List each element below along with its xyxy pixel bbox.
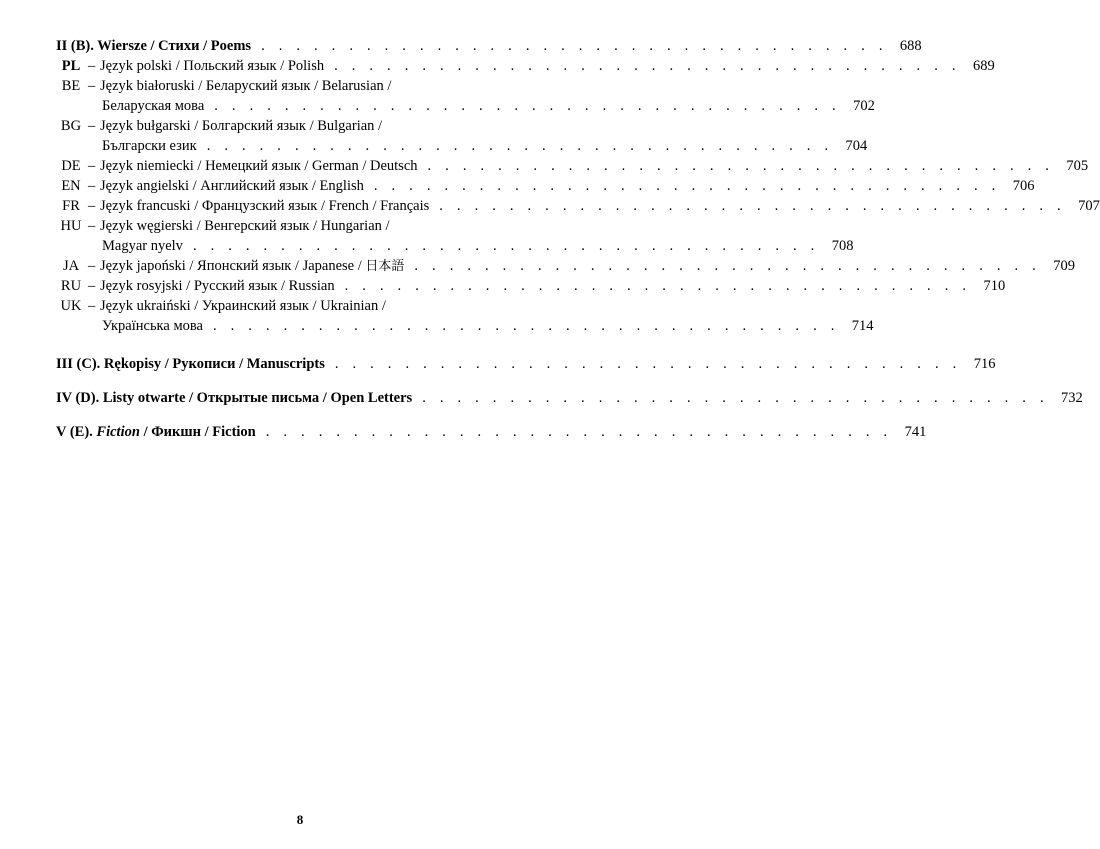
section-title-fiction — [56, 422, 256, 442]
language-code: EN — [61, 178, 81, 194]
item-title: Język angielski / Английский язык / English — [100, 178, 364, 194]
section-title-manuscripts: III (C). Rękopisy / Рукописи / Manuscripts — [56, 356, 325, 372]
toc-section-poems[interactable] — [56, 36, 922, 56]
toc-section-letters[interactable] — [56, 388, 1083, 408]
language-code: BE — [61, 78, 81, 94]
dash: – — [88, 298, 96, 314]
page-number: 702 — [853, 98, 875, 114]
leader-dots: . . . . . . . . . . . . . . . . . . . . . . . . . . . . . . . . . . . . — [334, 58, 961, 74]
item-title: Język bułgarski / Болгарский язык / Bulgarian / — [100, 118, 383, 134]
dash: – — [88, 278, 96, 294]
leader-dots: . . . . . . . . . . . . . . . . . . . . . . . . . . . . . . . . . . . . — [344, 278, 972, 294]
leader-dots: . . . . . . . . . . . . . . . . . . . . . . . . . . . . . . . . . . . . — [422, 390, 1049, 406]
language-code: DE — [61, 158, 81, 174]
leader-dots: . . . . . . . . . . . . . . . . . . . . . . . . . . . . . . . . . . . . — [373, 178, 1001, 194]
leader-dots: . . . . . . . . . . . . . . . . . . . . . . . . . . . . . . . . . . . . — [214, 98, 841, 114]
leader-dots: . . . . . . . . . . . . . . . . . . . . . . . . . . . . . . . . . . . . — [261, 38, 888, 54]
page-number: 688 — [899, 38, 922, 54]
item-title: Język polski / Польский язык / Polish — [100, 58, 325, 74]
toc-item-ru[interactable] — [56, 276, 1006, 296]
language-code: RU — [60, 278, 82, 294]
item-title — [100, 256, 404, 277]
toc-section-fiction[interactable] — [56, 422, 927, 442]
section-title-rest: / Фикшн / Fiction — [139, 424, 256, 440]
item-title-continuation: Български език — [102, 138, 197, 154]
page-number: 741 — [904, 424, 927, 440]
item-title-continuation: Беларуская мова — [102, 98, 205, 114]
dash: – — [88, 118, 96, 134]
language-code: JA — [62, 258, 80, 274]
leader-dots: . . . . . . . . . . . . . . . . . . . . . . . . . . . . . . . . . . . . — [439, 198, 1066, 214]
dash: – — [88, 218, 96, 234]
toc-item-ja[interactable] — [56, 256, 1075, 276]
item-title-continuation: Magyar nyelv — [102, 238, 183, 254]
leader-dots: . . . . . . . . . . . . . . . . . . . . . . . . . . . . . . . . . . . . — [192, 238, 820, 254]
toc-item-fr[interactable] — [56, 196, 1100, 216]
dash: – — [88, 58, 96, 74]
toc-item-be-continuation[interactable] — [56, 96, 875, 116]
page-number: 716 — [973, 356, 996, 372]
item-title: Język niemiecki / Немецкий язык / German / Deutsch — [100, 158, 418, 174]
table-of-contents — [56, 36, 1100, 442]
dash: – — [88, 78, 96, 94]
dash: – — [88, 198, 96, 214]
dash: – — [88, 258, 96, 274]
page-number: 732 — [1061, 390, 1083, 406]
toc-item-en[interactable] — [56, 176, 1035, 196]
leader-dots: . . . . . . . . . . . . . . . . . . . . . . . . . . . . . . . . . . . . — [212, 318, 840, 334]
item-title-text: Język japoński / Японский язык / Japanese / — [100, 258, 366, 274]
toc-item-de[interactable] — [56, 156, 1089, 176]
footer-page-number: 8 — [296, 812, 304, 827]
section-title-prefix: V (E). — [56, 424, 97, 440]
toc-item-be[interactable] — [56, 76, 538, 96]
leader-dots: . . . . . . . . . . . . . . . . . . . . . . . . . . . . . . . . . . . . — [414, 258, 1041, 274]
language-code: PL — [61, 58, 81, 74]
dash: – — [88, 178, 96, 194]
page-number: 714 — [851, 318, 874, 334]
section-title-letters: IV (D). Listy otwarte / Открытые письма / Open Letters — [56, 390, 413, 406]
item-title: Język białoruski / Беларуский язык / Belarusian / — [100, 78, 392, 94]
toc-item-bg[interactable] — [56, 116, 538, 136]
language-code: UK — [60, 298, 82, 314]
dash: – — [88, 158, 96, 174]
page-number: 707 — [1078, 198, 1100, 214]
page-number: 709 — [1053, 258, 1075, 274]
item-title: Język francuski / Французский язык / French / Français — [100, 198, 430, 214]
item-title: Język rosyjski / Русский язык / Russian — [100, 278, 335, 294]
toc-item-bg-continuation[interactable] — [56, 136, 868, 156]
section-title-poems: II (B). Wiersze / Стихи / Poems — [56, 38, 252, 54]
leader-dots: . . . . . . . . . . . . . . . . . . . . . . . . . . . . . . . . . . . . — [206, 138, 834, 154]
toc-item-hu[interactable] — [56, 216, 538, 236]
language-code: BG — [60, 118, 82, 134]
item-title-continuation: Українська мова — [102, 318, 203, 334]
page-number: 705 — [1066, 158, 1089, 174]
toc-section-manuscripts[interactable] — [56, 354, 996, 374]
page-number: 704 — [845, 138, 868, 154]
leader-dots: . . . . . . . . . . . . . . . . . . . . . . . . . . . . . . . . . . . . — [334, 356, 962, 372]
page-number: 706 — [1012, 178, 1035, 194]
toc-item-uk[interactable] — [56, 296, 538, 316]
item-title: Język ukraiński / Украинский язык / Ukrainian / — [100, 298, 386, 314]
leader-dots: . . . . . . . . . . . . . . . . . . . . . . . . . . . . . . . . . . . . — [265, 424, 893, 440]
item-title: Język węgierski / Венгерский язык / Hungarian / — [100, 218, 390, 234]
language-code: HU — [60, 218, 82, 234]
language-code: FR — [62, 198, 80, 214]
toc-item-hu-continuation[interactable] — [56, 236, 854, 256]
toc-item-uk-continuation[interactable] — [56, 316, 874, 336]
page-number: 708 — [831, 238, 854, 254]
page-number: 710 — [983, 278, 1006, 294]
page-number: 689 — [972, 58, 995, 74]
toc-item-pl[interactable] — [56, 56, 995, 76]
leader-dots: . . . . . . . . . . . . . . . . . . . . . . . . . . . . . . . . . . . . — [427, 158, 1055, 174]
item-title-japanese: 日本語 — [365, 259, 405, 274]
section-title-italic: Fiction — [96, 424, 140, 440]
